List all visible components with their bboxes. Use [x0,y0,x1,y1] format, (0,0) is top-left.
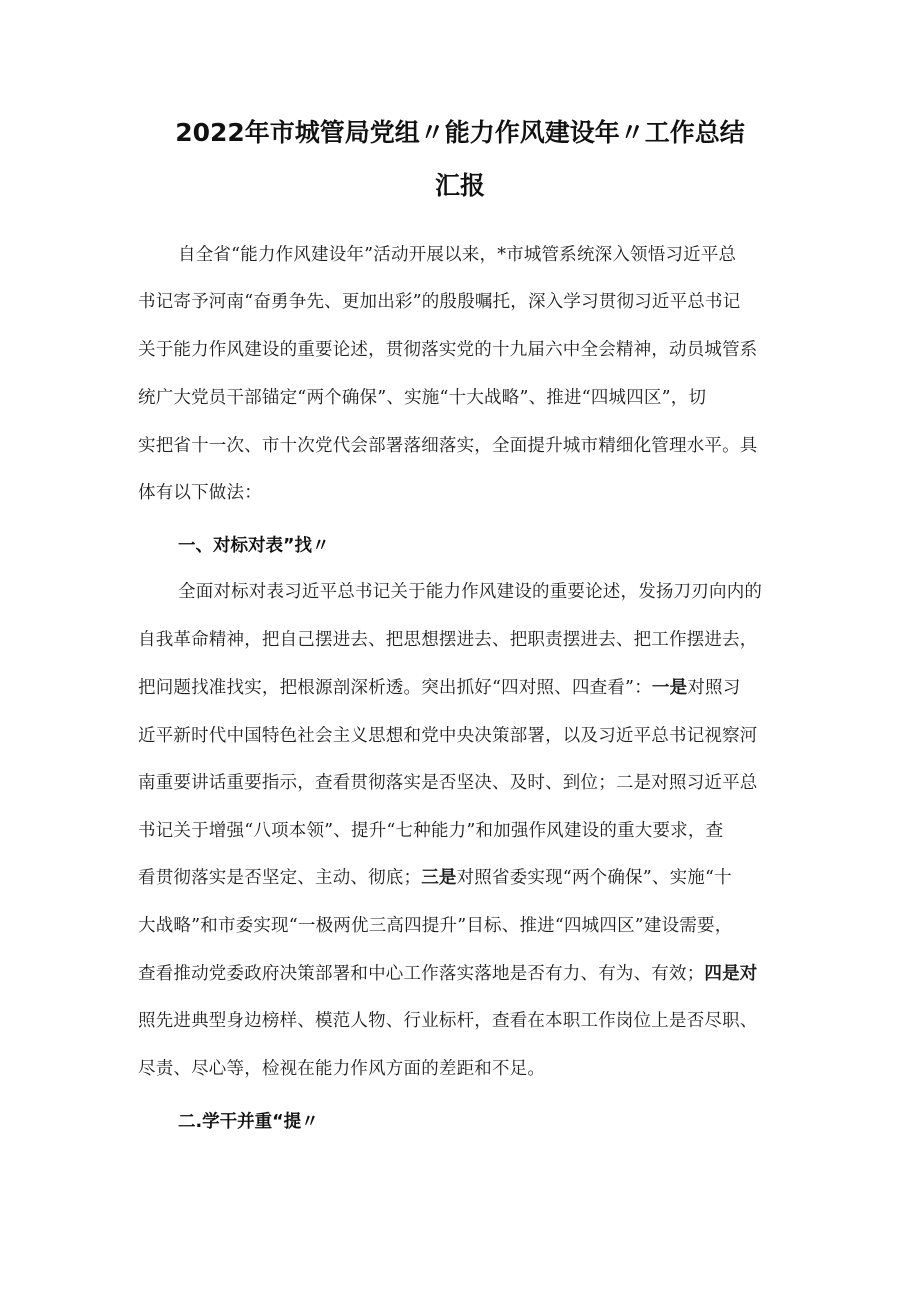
section-heading: 一、对标对表”找〃 [178,536,330,556]
paragraph-text: 查看推动党委政府决策部署和中心工作落实落地是否有力、有为、有效； [138,964,705,984]
paragraph-line: 照先进典型身边榜样、模范人物、行业标杆，查看在本职工作岗位上是否尽职、 [138,1011,758,1031]
paragraph-line [138,866,798,890]
paragraph-line: 全面对标对表习近平总书记关于能力作风建设的重要论述，发扬刀刃向内的 [178,582,763,602]
paragraph-line: 南重要讲话重要指示，查看贯彻落实是否坚决、及时、到位；二是对照习近平总 [138,773,758,793]
paragraph-line: 近平新时代中国特色社会主义思想和党中央决策部署，以及习近平总书记视察河 [138,726,758,746]
section-heading: 二.学干并重“提〃 [178,1112,319,1132]
intro-line: 统广大党员干部锚定“两个确保”、实施“十大战略”、推进“四城四区”，切 [138,388,707,408]
paragraph-line: 尽责、尽心等，检视在能力作风方面的差距和不足。 [138,1059,546,1079]
paragraph-text: 对照省委实现“两个确保”、实施“十 [456,868,732,888]
paragraph-line [138,962,798,986]
paragraph-line: 自我革命精神，把自己摆进去、把思想摆进去、把职责摆进去、把工作摆进去， [138,630,758,650]
paragraph-line [138,676,798,700]
intro-line: 自全省“能力作风建设年”活动开展以来，*市城管系统深入领悟习近平总 [178,245,737,265]
paragraph-line: 书记关于增强“八项本领”、提升“七种能力”和加强作风建设的重大要求，查 [138,821,724,841]
intro-line: 关于能力作风建设的重要论述，贯彻落实党的十九届六中全会精神，动员城管系 [138,340,758,360]
intro-line: 体有以下做法： [138,483,262,503]
intro-line: 实把省十一次、市十次党代会部署落细落实，全面提升城市精细化管理水平。具 [138,436,758,456]
paragraph-text: 把问题找准找实，把根源剖深析透。突出抓好“四对照、四查看”： [138,678,652,698]
paragraph-line: 大战略”和市委实现“一极两优三高四提升”目标、推进“四城四区”建设需要， [138,916,733,936]
emphasis-text: 四是对 [704,964,758,984]
document-title-continued: 汇报 [434,171,485,200]
intro-line: 书记寄予河南“奋勇争先、更加出彩”的殷殷嘱托，深入学习贯彻习近平总书记 [138,292,741,312]
document-title: 2022年市城管局党组〃能力作风建设年〃工作总结 [175,118,745,147]
paragraph-text: 看贯彻落实是否坚定、主动、彻底； [138,868,422,888]
paragraph-text: 对照习 [687,678,741,698]
emphasis-text: 一是 [651,678,688,698]
emphasis-text: 三是 [421,868,457,888]
